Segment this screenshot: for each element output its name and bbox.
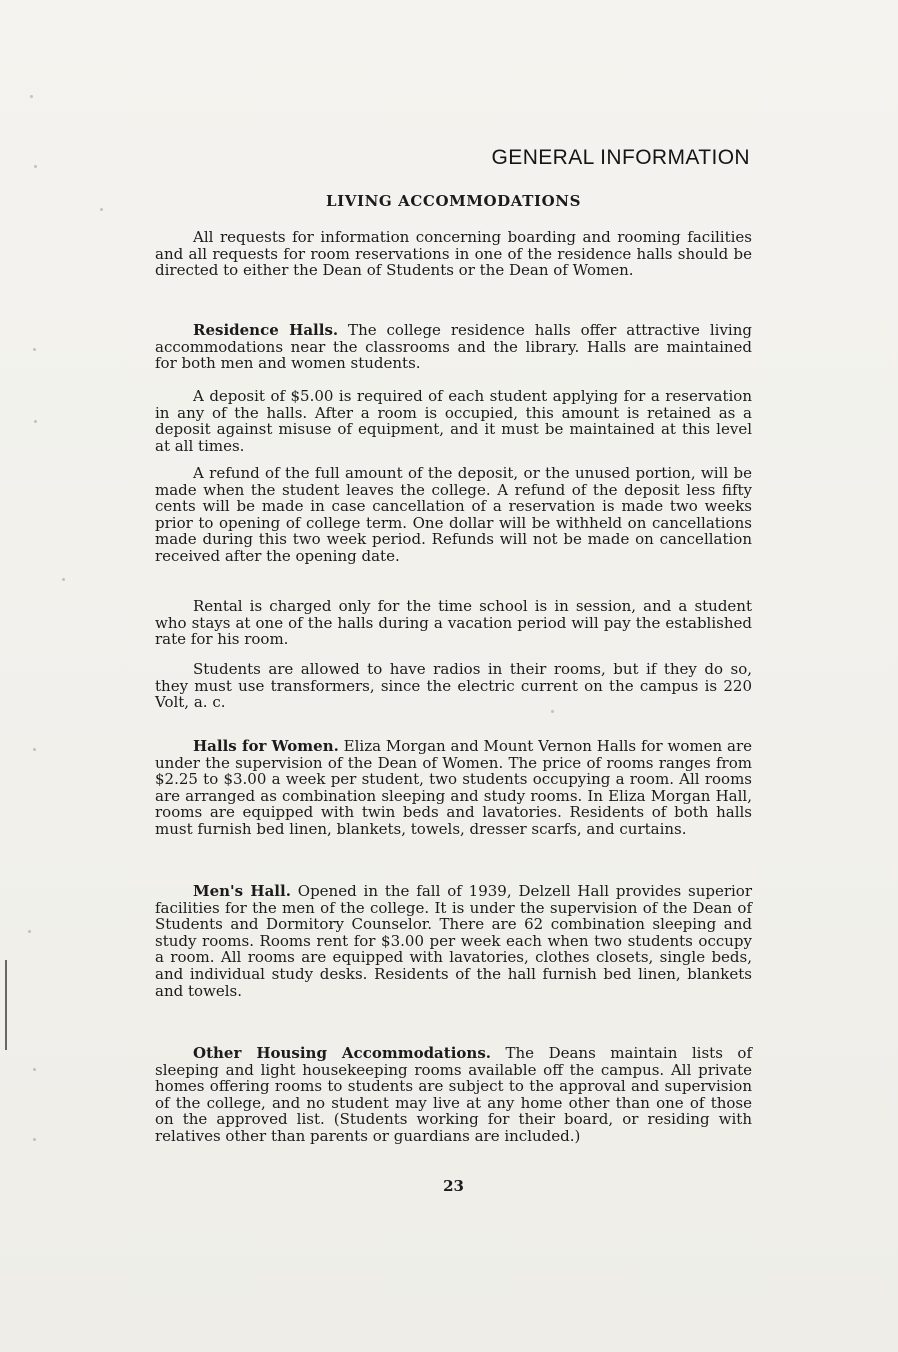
other-housing-heading: Other Housing Accommodations.	[193, 1044, 491, 1062]
women-halls-section	[155, 738, 752, 838]
residence-halls-section	[155, 322, 752, 372]
refund-section	[155, 465, 752, 565]
running-head: GENERAL INFORMATION	[491, 146, 750, 169]
other-housing-section	[155, 1045, 752, 1145]
mens-hall-section	[155, 883, 752, 999]
section-title: LIVING ACCOMMODATIONS	[325, 192, 582, 210]
radios-section	[155, 661, 752, 711]
deposit-section	[155, 388, 752, 454]
refund-paragraph: A refund of the full amount of the deposit, or the unused portion, will be made when the student leaves the college. A refund of the deposit less fifty cents will be made in case cancellation of a reservation is made two weeks prior to opening of college term. One dollar will be withheld on cancellations made during this two week period. Refunds will not be made on cancellation received after the opening date.	[155, 464, 752, 565]
women-halls-text: Eliza Morgan and Mount Vernon Halls for women are under the supervision of the Dean of Women. The price of rooms ranges from $2.25 to $3.00 a week per student, two students occupying a room. All rooms are arranged as combination sleeping and study rooms. In Eliza Morgan Hall, rooms are equipped with twin beds and lavatories. Residents of both halls must furnish bed linen, blankets, towels, dresser scarfs, and curtains.	[155, 737, 752, 838]
intro-paragraph: All requests for information concerning boarding and rooming facilities and all requests for room reservations in one of the residence halls should be directed to either the Dean of Students or the Dean of Women.	[155, 228, 752, 280]
residence-halls-heading: Residence Halls.	[193, 321, 339, 339]
residence-halls-paragraph	[155, 322, 752, 372]
page-number: 23	[443, 1177, 464, 1195]
mens-hall-paragraph	[155, 883, 752, 999]
women-halls-paragraph	[155, 738, 752, 838]
deposit-paragraph: A deposit of $5.00 is required of each student applying for a reservation in any of the halls. After a room is occupied, this amount is retained as a deposit against misuse of equipment, and it must be maintained at this level at all times.	[155, 387, 752, 455]
residence-halls-text: The college residence halls offer attractive living accommodations near the classrooms and the library. Halls are maintained for both men and women students.	[155, 321, 752, 373]
rental-section	[155, 598, 752, 648]
other-housing-paragraph	[155, 1045, 752, 1145]
rental-paragraph: Rental is charged only for the time school is in session, and a student who stays at one of the halls during a vacation period will pay the established rate for his room.	[155, 597, 752, 649]
radios-paragraph: Students are allowed to have radios in their rooms, but if they do so, they must use transformers, since the electric current on the campus is 220 Volt, a. c.	[155, 660, 752, 712]
women-halls-heading: Halls for Women.	[193, 737, 339, 755]
other-housing-text: The Deans maintain lists of sleeping and light housekeeping rooms available off the campus. All private homes offering rooms to students are subject to the approval and supervision of the college, and no student may live at any home other than one of those on the approved list. (Students working for their board, or residing with relatives other than parents or guardians are included.)	[155, 1044, 753, 1145]
page-edge-mark	[5, 960, 7, 1050]
mens-hall-text: Opened in the fall of 1939, Delzell Hall provides superior facilities for the men of the college. It is under the supervision of the Dean of Students and Dormitory Counselor. There are 62 combination sleeping and study rooms. Rooms rent for $3.00 per week each when two students occupy a room. All rooms are equipped with lavatories, clothes closets, single beds, and individual study desks. Residents of the hall furnish bed linen, blankets and towels.	[155, 882, 753, 1000]
mens-hall-heading: Men's Hall.	[193, 882, 291, 900]
intro-block	[155, 229, 752, 279]
